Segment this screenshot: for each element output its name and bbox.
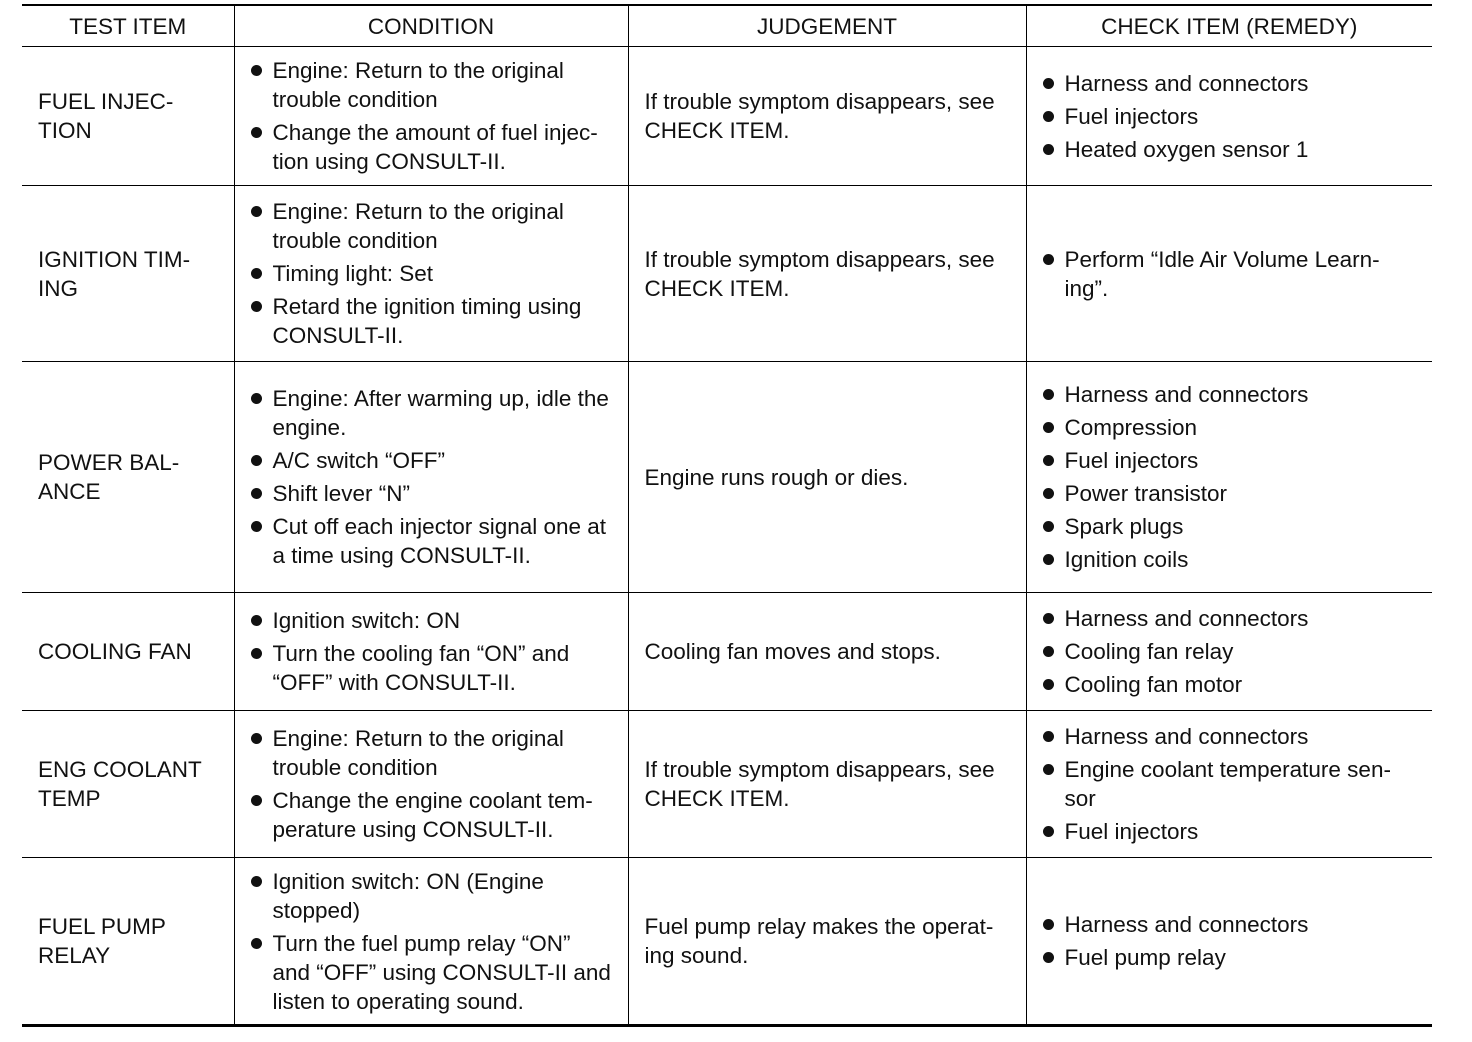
condition-item: A/C switch “OFF” — [251, 446, 614, 475]
check-item-cell — [1026, 711, 1432, 858]
check-item: Spark plugs — [1043, 512, 1419, 541]
check-item: Engine coolant temperature sen-sor — [1043, 755, 1419, 813]
check-item: Fuel injectors — [1043, 102, 1419, 131]
judgement-cell: Cooling fan moves and stops. — [628, 593, 1026, 711]
condition-item: Change the amount of fuel injec-tion using CONSULT-II. — [251, 118, 614, 176]
judgement-cell: If trouble symptom disappears, see CHECK ITEM. — [628, 186, 1026, 362]
check-item-cell — [1026, 47, 1432, 186]
header-row — [22, 5, 1432, 47]
test-item-cell: FUEL INJEC- TION — [22, 47, 234, 186]
condition-cell — [234, 47, 628, 186]
condition-cell — [234, 711, 628, 858]
condition-item: Shift lever “N” — [251, 479, 614, 508]
judgement-cell: If trouble symptom disappears, see CHECK ITEM. — [628, 47, 1026, 186]
check-item: Harness and connectors — [1043, 380, 1419, 409]
table-row — [22, 711, 1432, 858]
condition-item: Turn the fuel pump relay “ON” and “OFF” using CONSULT-II and listen to operating sound. — [251, 929, 614, 1016]
condition-item: Engine: Return to the original trouble condition — [251, 724, 614, 782]
condition-cell — [234, 593, 628, 711]
check-item: Perform “Idle Air Volume Learn-ing”. — [1043, 245, 1419, 303]
condition-list — [251, 197, 614, 350]
check-item-list — [1043, 380, 1419, 574]
check-item-cell — [1026, 858, 1432, 1026]
condition-item: Cut off each injector signal one at a time using CONSULT-II. — [251, 512, 614, 570]
test-item-cell: COOLING FAN — [22, 593, 234, 711]
condition-item: Engine: Return to the original trouble condition — [251, 197, 614, 255]
table-row — [22, 593, 1432, 711]
check-item-cell — [1026, 362, 1432, 593]
check-item: Compression — [1043, 413, 1419, 442]
table-row — [22, 47, 1432, 186]
judgement-cell: Engine runs rough or dies. — [628, 362, 1026, 593]
check-item: Fuel injectors — [1043, 446, 1419, 475]
check-item: Cooling fan relay — [1043, 637, 1419, 666]
condition-cell — [234, 858, 628, 1026]
test-item-cell: IGNITION TIM- ING — [22, 186, 234, 362]
condition-list — [251, 56, 614, 176]
check-item-list — [1043, 604, 1419, 699]
condition-item: Retard the ignition timing using CONSULT-II. — [251, 292, 614, 350]
check-item: Power transistor — [1043, 479, 1419, 508]
condition-list — [251, 724, 614, 844]
condition-cell — [234, 362, 628, 593]
condition-list — [251, 606, 614, 697]
table-row — [22, 858, 1432, 1026]
table-row — [22, 186, 1432, 362]
header-condition: CONDITION — [234, 5, 628, 47]
check-item: Harness and connectors — [1043, 604, 1419, 633]
check-item: Fuel injectors — [1043, 817, 1419, 846]
check-item-list — [1043, 910, 1419, 972]
check-item: Harness and connectors — [1043, 910, 1419, 939]
condition-item: Change the engine coolant tem-perature using CONSULT-II. — [251, 786, 614, 844]
check-item: Harness and connectors — [1043, 69, 1419, 98]
condition-cell — [234, 186, 628, 362]
header-check-item: CHECK ITEM (REMEDY) — [1026, 5, 1432, 47]
table-body — [22, 47, 1432, 1026]
check-item: Ignition coils — [1043, 545, 1419, 574]
check-item-list — [1043, 245, 1419, 303]
header-test-item: TEST ITEM — [22, 5, 234, 47]
check-item: Heated oxygen sensor 1 — [1043, 135, 1419, 164]
condition-item: Engine: Return to the original trouble condition — [251, 56, 614, 114]
table-row — [22, 362, 1432, 593]
header-judgement: JUDGEMENT — [628, 5, 1026, 47]
judgement-cell: Fuel pump relay makes the operat-ing sound. — [628, 858, 1026, 1026]
check-item: Fuel pump relay — [1043, 943, 1419, 972]
condition-list — [251, 384, 614, 570]
test-item-table — [22, 4, 1432, 1027]
test-item-cell: FUEL PUMP RELAY — [22, 858, 234, 1026]
check-item: Harness and connectors — [1043, 722, 1419, 751]
judgement-cell: If trouble symptom disappears, see CHECK ITEM. — [628, 711, 1026, 858]
condition-item: Ignition switch: ON — [251, 606, 614, 635]
check-item: Cooling fan motor — [1043, 670, 1419, 699]
check-item-cell — [1026, 593, 1432, 711]
condition-item: Turn the cooling fan “ON” and “OFF” with CONSULT-II. — [251, 639, 614, 697]
check-item-list — [1043, 69, 1419, 164]
condition-list — [251, 867, 614, 1016]
test-item-cell: ENG COOLANT TEMP — [22, 711, 234, 858]
condition-item: Engine: After warming up, idle the engine. — [251, 384, 614, 442]
test-item-cell: POWER BAL- ANCE — [22, 362, 234, 593]
check-item-list — [1043, 722, 1419, 846]
check-item-cell — [1026, 186, 1432, 362]
condition-item: Timing light: Set — [251, 259, 614, 288]
condition-item: Ignition switch: ON (Engine stopped) — [251, 867, 614, 925]
